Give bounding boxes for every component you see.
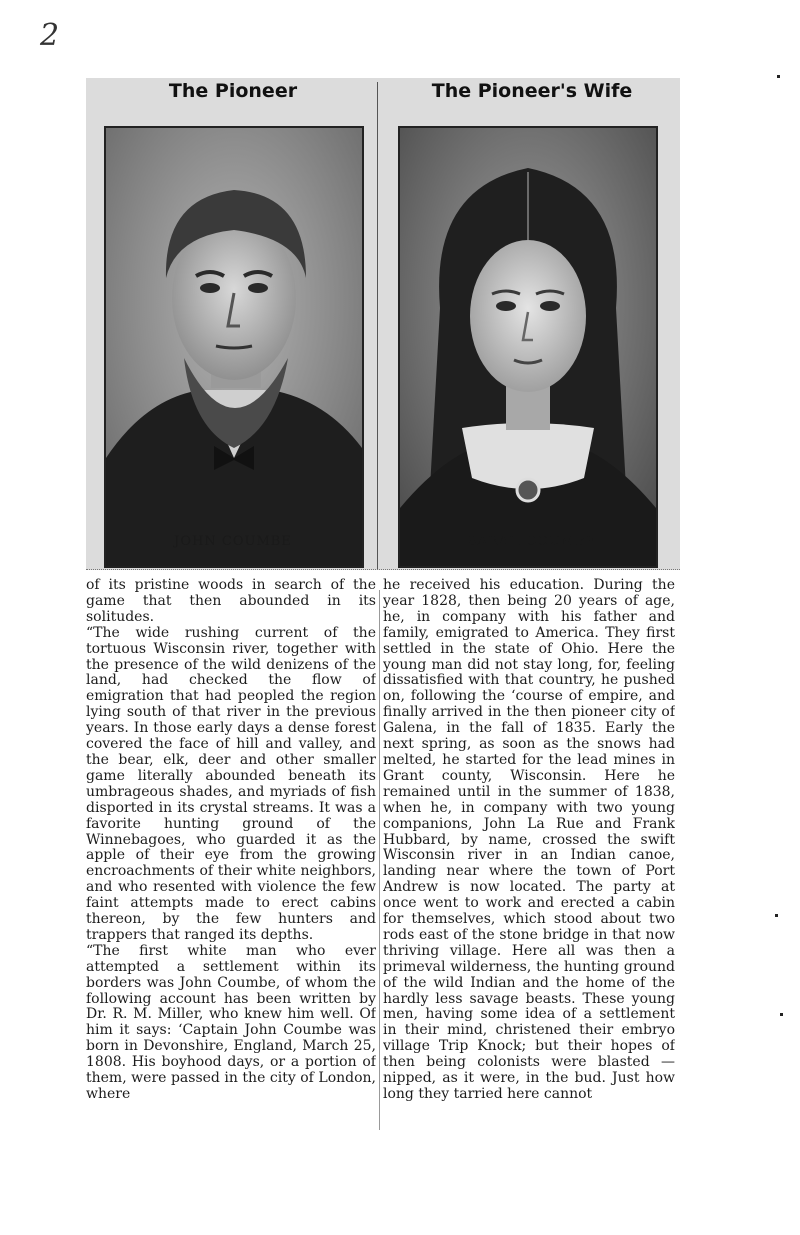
article-left-column: of its pristine woods in search of the game that then abounded in its solitudes. “The wide rushing current of the tortuous Wisconsin river, together with the presence of the wild denizens of the land, had checked the flow of emigration that had peopled the region lying south of that river in the previous years. In those early days a dense forest covered the face of hill and valley, and the bear, elk, deer and other smaller game literally abounded beneath its umbrageous shades, and myriads of fish disported in its crystal streams. It was a favorite hunting ground of the Winnebagoes, who guarded it as the apple of their eye from the growing encroachments of their white neighbors, and who resented with violence the few faint attempts made to erect cabins thereon, by the few hunters and trappers that ranged its depths. “The first white man who ever attempted a settlement within its borders was John Coumbe, of whom the following account has been written by Dr. R. M. Miller, who knew him well. Of him it says: ‘Captain John Coumbe was born in Devonshire, England, March 25, 1808. His boyhood days, or a portion of them, were passed in the city of London, where bbox=[86, 578, 376, 1102]
column-divider bbox=[379, 590, 380, 1130]
john-coumbe-portrait bbox=[104, 126, 364, 568]
pioneer-caption: JOHN COUMBE bbox=[174, 534, 292, 549]
margin-speck bbox=[780, 1013, 783, 1016]
newspaper-clipping-photos bbox=[86, 78, 680, 570]
clipping-bottom-rule bbox=[86, 569, 680, 571]
page-number: 2 bbox=[40, 18, 60, 53]
margin-speck bbox=[775, 914, 778, 917]
portrait-woman-icon bbox=[400, 128, 656, 566]
pioneer-wife-caption: SARAH COUMBE bbox=[467, 534, 597, 549]
article-right-column: he received his education. During the year 1828, then being 20 years of age, he, in company with his father and family, emigrated to America. They first settled in the state of Ohio. Here the young man did not stay long, for, feeling dissatisfied with that country, he pushed on, following the ‘course of empire, and finally arrived in the then pioneer city of Galena, in the fall of 1835. Early the next spring, as soon as the snows had melted, he started for the lead mines in Grant county, Wisconsin. Here he remained until in the summer of 1838, when he, in company with two young companions, John La Rue and Frank Hubbard, by name, crossed the swift Wisconsin river in an Indian canoe, landing near where the town of Port Andrew is now located. The party at once went to work and erected a cabin for themselves, which stood about two rods east of the stone bridge in that now thriving village. Here all was then a primeval wilderness, the hunting ground of the wild Indian and the home of the hardly less savage beasts. These young men, having some idea of a settlement in their mind, christened their embryo village Trip Knock; but their hopes of then being colonists were blasted —nipped, as it were, in the bud. Just how long they tarried here cannot bbox=[383, 578, 675, 1102]
pioneer-wife-photo-panel bbox=[384, 78, 680, 570]
sarah-coumbe-portrait bbox=[398, 126, 658, 568]
pioneer-wife-heading: The Pioneer's Wife bbox=[431, 80, 633, 102]
portrait-man-icon bbox=[106, 128, 362, 566]
pioneer-photo-panel bbox=[86, 78, 380, 570]
margin-speck bbox=[777, 75, 780, 78]
pioneer-heading: The Pioneer bbox=[168, 80, 298, 102]
clipping-divider bbox=[377, 82, 378, 570]
